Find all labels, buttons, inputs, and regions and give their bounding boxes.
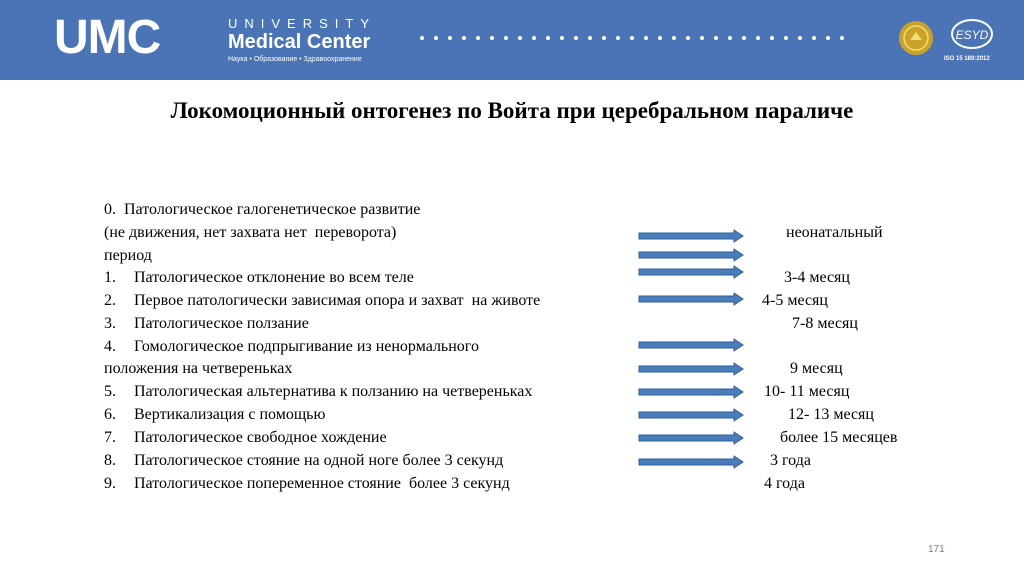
- item-1-text: Патологическое отклонение во всем теле: [134, 269, 414, 286]
- item-9-number: 9.: [104, 475, 116, 492]
- item-4: [104, 338, 479, 356]
- item-7: [104, 429, 387, 447]
- slide-title: Локомоционный онтогенез по Войта при церебральном параличе: [170, 98, 854, 123]
- item-2-number: 2.: [104, 292, 116, 309]
- item-7-age: более 15 месяцев: [780, 429, 898, 446]
- arrow-right-icon: [638, 362, 744, 376]
- item-5-number: 5.: [104, 383, 116, 400]
- item-4-age: 9 месяц: [790, 360, 843, 377]
- item-4-text-2: положения на четвереньках: [104, 360, 293, 377]
- arrow-right-icon: [638, 338, 744, 352]
- item-4-number: 4.: [104, 338, 116, 355]
- item-8-text: Патологическое стояние на одной ноге более 3 секунд: [134, 452, 504, 469]
- item-3: [104, 315, 309, 333]
- esyd-logo-icon: [948, 14, 996, 54]
- item-2: [104, 292, 540, 310]
- item-2-age: 4-5 месяц: [762, 292, 828, 309]
- item-0-age: неонатальный: [786, 224, 883, 241]
- header-band: [0, 0, 1024, 80]
- arrow-right-icon: [638, 292, 744, 306]
- item-1: [104, 269, 414, 287]
- item-0-line-3: период: [104, 247, 152, 264]
- arrow-right-icon: [638, 265, 744, 279]
- item-3-number: 3.: [104, 315, 116, 332]
- item-9-age: 4 года: [764, 475, 805, 492]
- logo-medical-center: Medical Center: [228, 31, 371, 53]
- item-4-text: Гомологическое подпрыгивание из ненормального: [134, 338, 479, 355]
- item-8: [104, 452, 503, 470]
- item-9-text: Патологическое попеременное стояние более 3 секунд: [134, 475, 510, 492]
- accreditation-seal-icon: [898, 20, 934, 56]
- item-5-age: 10- 11 месяц: [764, 383, 850, 400]
- item-7-text: Патологическое свободное хождение: [134, 429, 387, 446]
- arrow-right-icon: [638, 431, 744, 445]
- logo-tagline: Наука • Образование • Здравоохранение: [228, 56, 362, 63]
- logo-umc: UMC: [54, 11, 161, 64]
- item-3-age: 7-8 месяц: [792, 315, 858, 332]
- item-5-text: Патологическая альтернатива к ползанию на четвереньках: [134, 383, 533, 400]
- esyd-label: ESYD: [955, 28, 989, 42]
- page-number: 171: [928, 544, 945, 555]
- arrow-right-icon: [638, 408, 744, 422]
- item-1-age: 3-4 месяц: [784, 269, 850, 286]
- arrow-right-icon: [638, 248, 744, 262]
- item-0-line-2: (не движения, нет захвата нет переворота): [104, 224, 397, 241]
- item-6-number: 6.: [104, 406, 116, 423]
- iso-label: ISO 15 189:2012: [944, 56, 990, 62]
- item-6-text: Вертикализация с помощью: [134, 406, 326, 423]
- item-9: [104, 475, 510, 493]
- logo-university: UNIVERSITY: [228, 16, 377, 31]
- item-0-line-1: 0. Патологическое галогенетическое развитие: [104, 201, 421, 218]
- dotted-divider: [418, 33, 858, 43]
- item-2-text: Первое патологически зависимая опора и захват на животе: [134, 292, 541, 309]
- item-3-text: Патологическое ползание: [134, 315, 309, 332]
- item-6: [104, 406, 325, 424]
- arrow-right-icon: [638, 455, 744, 469]
- item-1-number: 1.: [104, 269, 116, 286]
- item-6-age: 12- 13 месяц: [788, 406, 874, 423]
- item-7-number: 7.: [104, 429, 116, 446]
- item-8-number: 8.: [104, 452, 116, 469]
- arrow-right-icon: [638, 385, 744, 399]
- arrow-right-icon: [638, 229, 744, 243]
- item-8-age: 3 года: [770, 452, 811, 469]
- item-5: [104, 383, 532, 401]
